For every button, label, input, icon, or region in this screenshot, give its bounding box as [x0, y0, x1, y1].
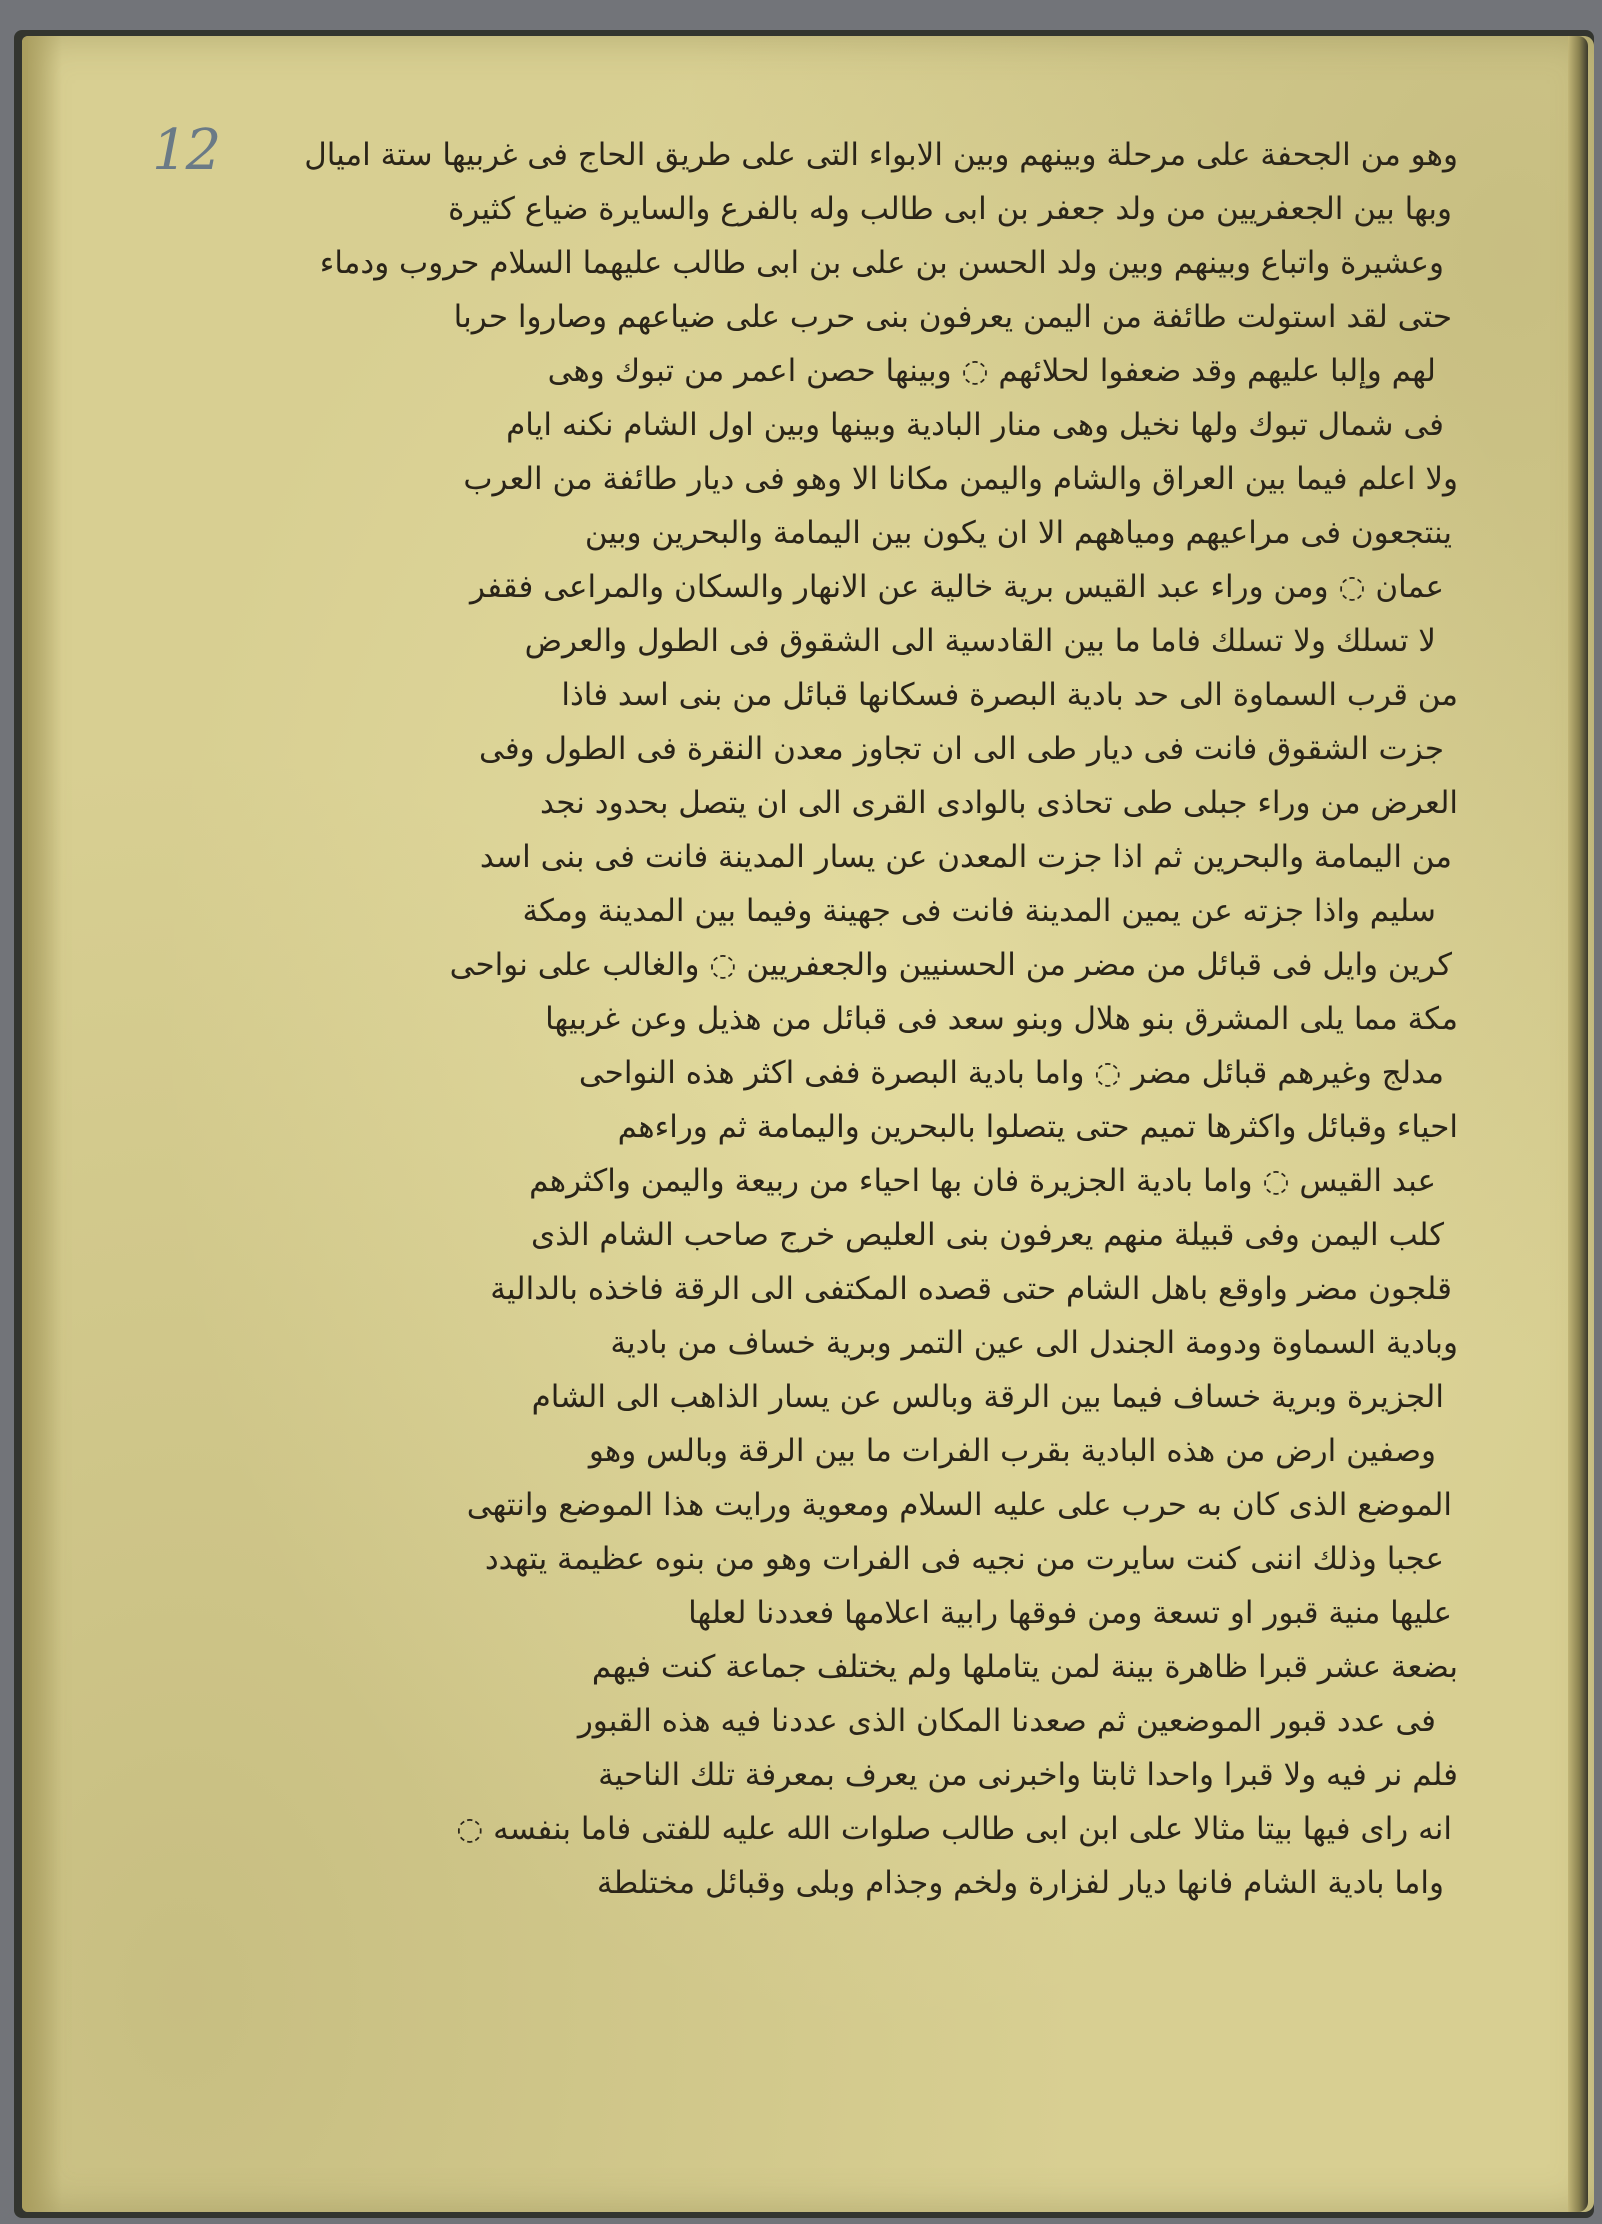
text-line: ولا اعلم فيما بين العراق والشام واليمن مكانا الا وهو فى ديار طائفة من العرب [463, 461, 1458, 497]
text-line: سليم واذا جزته عن يمين المدينة فانت فى جهينة وفيما بين المدينة ومكة [522, 893, 1436, 929]
text-line: لهم وإلبا عليهم وقد ضعفوا لحلائهم ◌ وبينها حصن اعمر من تبوك وهى [547, 353, 1436, 389]
text-line: فلم نر فيه ولا قبرا واحدا ثابتا واخبرنى من يعرف بمعرفة تلك الناحية [598, 1757, 1458, 1793]
text-line: كرين وايل فى قبائل من مضر من الحسنيين والجعفريين ◌ والغالب على نواحى [449, 947, 1452, 983]
text-line: من اليمامة والبحرين ثم اذا جزت المعدن عن يسار المدينة فانت فى بنى اسد [479, 839, 1452, 875]
manuscript-text-block [288, 128, 1458, 1910]
text-line: فى شمال تبوك ولها نخيل وهى منار البادية وبينها وبين اول الشام نكنه ايام [506, 407, 1444, 443]
text-line: قلجون مضر واوقع باهل الشام حتى قصده المكتفى الى الرقة فاخذه بالدالية [490, 1271, 1452, 1307]
text-line: حتى لقد استولت طائفة من اليمن يعرفون بنى حرب على ضياعهم وصاروا حربا [453, 299, 1452, 335]
text-line: احياء وقبائل واكثرها تميم حتى يتصلوا بالبحرين واليمامة ثم وراءهم [617, 1109, 1458, 1145]
text-line: العرض من وراء جبلى طى تحاذى بالوادى القرى الى ان يتصل بحدود نجد [540, 785, 1458, 821]
text-line: عبد القيس ◌ واما بادية الجزيرة فان بها احياء من ربيعة واليمن واكثرهم [529, 1163, 1436, 1199]
text-line: الجزيرة وبرية خساف فيما بين الرقة وبالس عن يسار الذاهب الى الشام [531, 1379, 1444, 1415]
text-line: وبادية السماوة ودومة الجندل الى عين التمر وبرية خساف من بادية [610, 1325, 1458, 1361]
folio-number: 12 [152, 118, 220, 183]
text-line: جزت الشقوق فانت فى ديار طى الى ان تجاوز معدن النقرة فى الطول وفى [478, 731, 1444, 767]
text-line: وبها بين الجعفريين من ولد جعفر بن ابى طالب وله بالفرع والسايرة ضياع كثيرة [448, 191, 1452, 227]
text-line: انه راى فيها بيتا مثالا على ابن ابى طالب صلوات الله عليه للفتى فاما بنفسه ◌ [456, 1811, 1452, 1847]
text-line: وعشيرة واتباع وبينهم وبين ولد الحسن بن على بن ابى طالب عليهما السلام حروب ودماء [319, 245, 1444, 281]
text-line: وصفين ارض من هذه البادية بقرب الفرات ما بين الرقة وبالس وهو [588, 1433, 1436, 1469]
text-line: عجبا وذلك اننى كنت سايرت من نجيه فى الفرات وهو من بنوه عظيمة يتهدد [484, 1541, 1444, 1577]
text-line: فى عدد قبور الموضعين ثم صعدنا المكان الذى عددنا فيه هذه القبور [577, 1703, 1436, 1739]
folio-left-edge [22, 36, 62, 2212]
text-line: واما بادية الشام فانها ديار لفزارة ولخم وجذام وبلى وقبائل مختلطة [596, 1865, 1444, 1901]
text-line: الموضع الذى كان به حرب على عليه السلام ومعوية ورايت هذا الموضع وانتهى [466, 1487, 1452, 1523]
text-line: وهو من الجحفة على مرحلة وبينهم وبين الابواء التى على طريق الحاج فى غربيها ستة اميال [304, 137, 1458, 173]
text-line: مكة مما يلى المشرق بنو هلال وبنو سعد فى قبائل من هذيل وعن غربيها [545, 1001, 1458, 1037]
text-line: ينتجعون فى مراعيهم ومياههم الا ان يكون بين اليمامة والبحرين وبين [584, 515, 1452, 551]
text-line: عليها منية قبور او تسعة ومن فوقها رابية اعلامها فعددنا لعلها [688, 1595, 1452, 1631]
text-line: لا تسلك ولا تسلك فاما ما بين القادسية الى الشقوق فى الطول والعرض [524, 623, 1436, 659]
text-line: بضعة عشر قبرا ظاهرة بينة لمن يتاملها ولم يختلف جماعة كنت فيهم [591, 1649, 1458, 1685]
text-line: مدلج وغيرهم قبائل مضر ◌ واما بادية البصرة ففى اكثر هذه النواحى [578, 1055, 1444, 1091]
text-line: كلب اليمن وفى قبيلة منهم يعرفون بنى العليص خرج صاحب الشام الذى [530, 1217, 1444, 1253]
binding-fold [1568, 36, 1588, 2212]
text-line: عمان ◌ ومن وراء عبد القيس برية خالية عن الانهار والسكان والمراعى فقفر [469, 569, 1444, 605]
text-line: من قرب السماوة الى حد بادية البصرة فسكانها قبائل من بنى اسد فاذا [561, 677, 1458, 713]
